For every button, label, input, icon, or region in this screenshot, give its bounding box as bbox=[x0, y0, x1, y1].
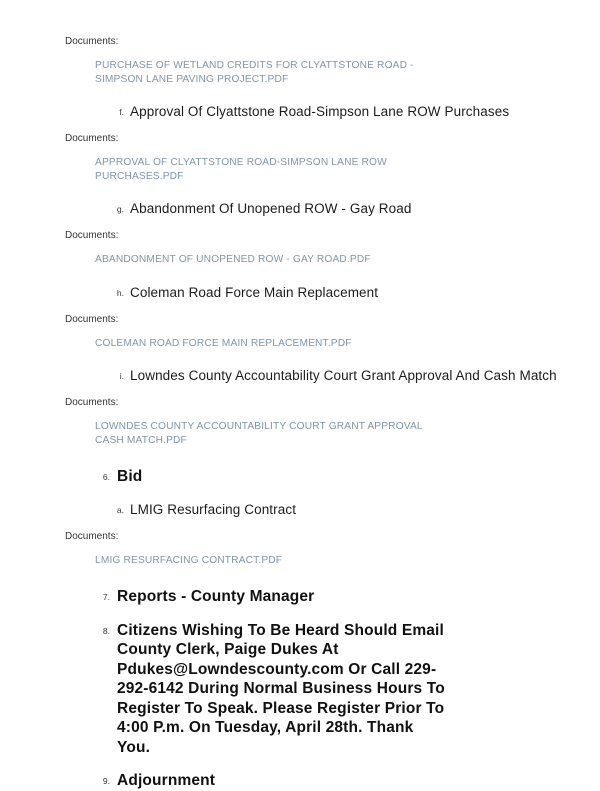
list-item-marker: h. bbox=[116, 287, 124, 298]
agenda-section-title: Adjournment bbox=[117, 772, 216, 789]
list-item[interactable] bbox=[110, 367, 560, 385]
documents-label: Documents: bbox=[65, 530, 119, 542]
document-link[interactable]: PURCHASE OF WETLAND CREDITS FOR CLYATTSTONE ROAD - SIMPSON LANE PAVING PROJECT.PDF bbox=[95, 60, 414, 85]
document-links bbox=[95, 156, 560, 183]
documents-block bbox=[40, 530, 560, 568]
documents-label: Documents: bbox=[65, 397, 119, 408]
agenda-section-body bbox=[117, 771, 560, 791]
agenda-section-marker: 6. bbox=[102, 472, 110, 482]
list-item-title: Approval Of Clyattstone Road-Simpson Lane ROW Purchases bbox=[130, 104, 510, 119]
list-item-marker: i. bbox=[119, 371, 124, 381]
list-item[interactable] bbox=[110, 501, 560, 519]
document-link[interactable]: ABANDONMENT OF UNOPENED ROW - GAY ROAD.PDF bbox=[95, 254, 371, 265]
agenda-section-body bbox=[117, 587, 560, 607]
agenda-section[interactable] bbox=[94, 587, 560, 607]
agenda-section-marker: 9. bbox=[102, 776, 110, 786]
agenda-section-body bbox=[117, 621, 560, 758]
document-links bbox=[95, 554, 560, 568]
list-item-title: Abandonment Of Unopened ROW - Gay Road bbox=[130, 201, 412, 216]
agenda-section-title: Citizens Wishing To Be Heard Should Email County Clerk, Paige Dukes At Pdukes@Lowndescounty.com Or Call 229-292-6142 During Normal Business Hours To Register To Speak. Please Register Prior To 4:00 P.m. On Tuesday, April 28th. Thank You. bbox=[117, 621, 445, 756]
documents-label: Documents: bbox=[65, 230, 119, 241]
agenda-section-title: Reports - County Manager bbox=[117, 588, 315, 605]
documents-block bbox=[40, 396, 560, 447]
document-link[interactable]: LMIG RESURFACING CONTRACT.PDF bbox=[95, 554, 283, 566]
list-item[interactable] bbox=[110, 200, 560, 218]
list-item-body bbox=[130, 501, 560, 519]
documents-label: Documents: bbox=[65, 36, 119, 47]
list-item-marker: f. bbox=[119, 107, 124, 117]
document-link[interactable]: LOWNDES COUNTY ACCOUNTABILITY COURT GRANT APPROVAL CASH MATCH.PDF bbox=[95, 421, 423, 446]
documents-label: Documents: bbox=[65, 313, 119, 325]
document-link[interactable]: COLEMAN ROAD FORCE MAIN REPLACEMENT.PDF bbox=[95, 337, 352, 349]
list-item[interactable] bbox=[110, 103, 560, 121]
list-item-body bbox=[130, 367, 560, 385]
documents-block bbox=[40, 313, 560, 351]
agenda-section[interactable] bbox=[94, 621, 560, 758]
document-links bbox=[95, 253, 560, 267]
list-item-title: Coleman Road Force Main Replacement bbox=[130, 284, 379, 300]
agenda-section[interactable] bbox=[94, 467, 560, 487]
list-item-title: LMIG Resurfacing Contract bbox=[130, 501, 297, 517]
list-item-body bbox=[130, 103, 560, 121]
list-item[interactable] bbox=[110, 284, 560, 302]
list-item-body bbox=[130, 200, 560, 218]
document-link[interactable]: APPROVAL OF CLYATTSTONE ROAD-SIMPSON LANE ROW PURCHASES.PDF bbox=[95, 157, 387, 182]
list-item-marker: g. bbox=[116, 204, 124, 214]
document-links bbox=[95, 59, 560, 86]
agenda-section-marker: 7. bbox=[102, 592, 110, 602]
agenda-section-title: Bid bbox=[117, 468, 143, 485]
list-item-body bbox=[130, 284, 560, 302]
document-links bbox=[95, 337, 560, 351]
agenda-section-marker: 8. bbox=[102, 625, 110, 636]
list-item-title: Lowndes County Accountability Court Grant Approval And Cash Match bbox=[130, 368, 557, 383]
list-item-marker: a. bbox=[116, 504, 124, 515]
document-links bbox=[95, 420, 560, 447]
documents-block bbox=[40, 35, 560, 86]
agenda-section-body bbox=[117, 467, 560, 487]
documents-label: Documents: bbox=[65, 133, 119, 144]
agenda-section[interactable] bbox=[94, 771, 560, 791]
documents-block bbox=[40, 229, 560, 267]
documents-block bbox=[40, 132, 560, 183]
